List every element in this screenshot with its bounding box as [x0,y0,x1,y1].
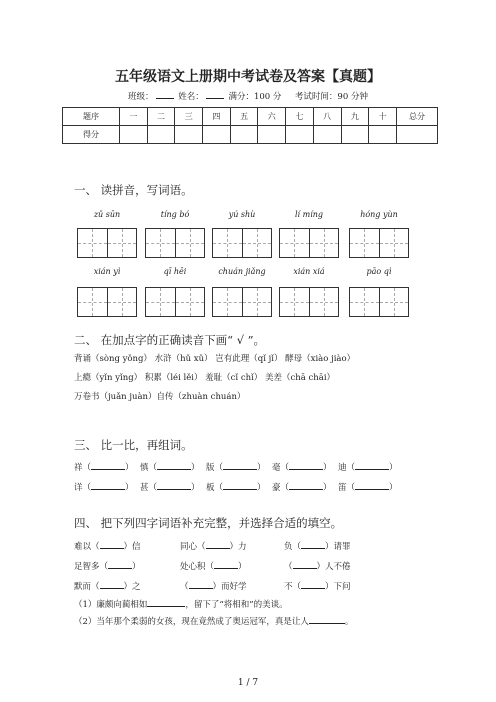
score-input-cell[interactable] [258,126,286,144]
idiom-item[interactable]: 负（ ）请罪 [284,542,351,552]
idiom-item[interactable]: 难以（ ）信 [74,542,141,552]
score-input-cell[interactable] [147,126,175,144]
idiom-row [74,540,384,552]
pinyin-label: zǔ sūn [93,210,121,219]
writing-box[interactable] [279,228,339,258]
compare-item[interactable]: 迪（ ） [338,463,398,473]
writing-box[interactable] [77,228,137,258]
idiom-item[interactable]: 足智多（ ） [74,562,141,572]
score-header-cell: 十 [369,108,397,126]
idiom-item[interactable]: 同心（ ）力 [180,542,247,552]
question-2: （2）当年那个柔弱的女孩，现在竟然成了奥运冠军，真是让人 。 [74,617,354,627]
score-header-row [63,108,438,126]
score-header-label: 题序 [63,108,120,126]
section4-heading: 四、 把下列四字词语补充完整，并选择合适的填空。 [74,516,343,530]
pinyin-label: tíng bó [160,210,190,219]
pinyin-label: xián yì [93,267,121,276]
score-header-cell: 五 [230,108,258,126]
compare-row [74,461,404,473]
score-header-cell: 一 [120,108,148,126]
compare-item[interactable]: 祥（ ） [74,463,134,473]
section2-line-2: 上瘾（yǐn yǐng） 积累（léi lěi） 羞耻（cǐ chǐ） 美差（chā chāi） [74,373,336,383]
page-title: 五年级语文上册期中考试卷及答案【真题】 [115,69,381,85]
score-input-cell[interactable] [313,126,341,144]
writing-box[interactable] [77,287,137,317]
idiom-item[interactable]: （ ）人不倦 [284,562,351,572]
compare-item[interactable]: 版（ ） [206,463,266,473]
compare-item[interactable]: 笛（ ） [338,483,398,493]
writing-box[interactable] [212,287,272,317]
pinyin-label: pāo qì [366,267,392,276]
compare-item[interactable]: 详（ ） [74,483,134,493]
name-label: 姓名： [178,92,204,102]
compare-row [74,481,404,493]
writing-box[interactable] [145,228,205,258]
writing-box[interactable] [212,228,272,258]
compare-item[interactable]: 板（ ） [206,483,266,493]
exam-info [0,90,496,102]
score-table [62,107,438,144]
score-input-cell[interactable] [120,126,148,144]
idiom-row [74,580,384,592]
score-header-cell: 七 [286,108,314,126]
pinyin-label: lí míng [294,210,324,219]
section2-line-1: 背诵（sòng yǒng） 水浒（hǔ xǔ） 岂有此理（qǐ jǐ） 酵母（xiào jiào） [74,354,356,364]
pinyin-label: yú shù [228,210,256,219]
pinyin-label: qī hēi [163,267,187,276]
score-input-cell[interactable] [230,126,258,144]
class-blank [156,98,174,99]
writing-box[interactable] [145,287,205,317]
score-input-cell[interactable] [369,126,397,144]
question-1: （1）廉颇向蔺相如 ，留下了“将相和”的美谈。 [74,600,288,610]
section1-heading: 一、 读拼音，写词语。 [74,183,193,197]
writing-box[interactable] [349,287,409,317]
score-header-cell: 六 [258,108,286,126]
compare-item[interactable]: 豪（ ） [272,483,332,493]
idiom-item[interactable]: （ ）而好学 [180,582,247,592]
name-blank [206,98,224,99]
compare-item[interactable]: 慎（ ） [140,463,200,473]
idiom-item[interactable]: 默而（ ）之 [74,582,141,592]
compare-item[interactable]: 毫（ ） [272,463,332,473]
score-input-cell[interactable] [397,126,438,144]
score-input-cell[interactable] [175,126,203,144]
idiom-item[interactable]: 不（ ）下问 [284,582,351,592]
score-header-cell: 总分 [397,108,438,126]
section3-heading: 三、 比一比，再组词。 [74,438,193,452]
score-input-cell[interactable] [203,126,231,144]
pinyin-label: xián xiá [293,267,325,276]
exam-time: 考试时间：90 分钟 [294,92,368,102]
score-row [63,126,438,144]
pinyin-label: hóng yùn [360,210,398,219]
compare-item[interactable]: 甚（ ） [140,483,200,493]
full-score: 满分：100 分 [228,92,282,102]
score-header-cell: 八 [313,108,341,126]
section2-heading: 二、 在加点字的正确读音下画“ √ ”。 [74,333,266,347]
score-input-cell[interactable] [286,126,314,144]
pinyin-label: chuán jiǎng [218,267,266,276]
idiom-item[interactable]: 处心积（ ） [180,562,247,572]
score-input-cell[interactable] [341,126,369,144]
writing-box[interactable] [349,228,409,258]
score-header-cell: 三 [175,108,203,126]
score-header-cell: 九 [341,108,369,126]
class-label: 班级： [128,92,154,102]
score-row-label: 得分 [63,126,120,144]
score-header-cell: 四 [203,108,231,126]
page-number: 1 / 7 [237,678,259,688]
section2-line-3: 万卷书（juǎn juàn）自传（zhuàn chuán） [74,392,246,402]
idiom-row [74,560,384,572]
score-header-cell: 二 [147,108,175,126]
writing-box[interactable] [279,287,339,317]
